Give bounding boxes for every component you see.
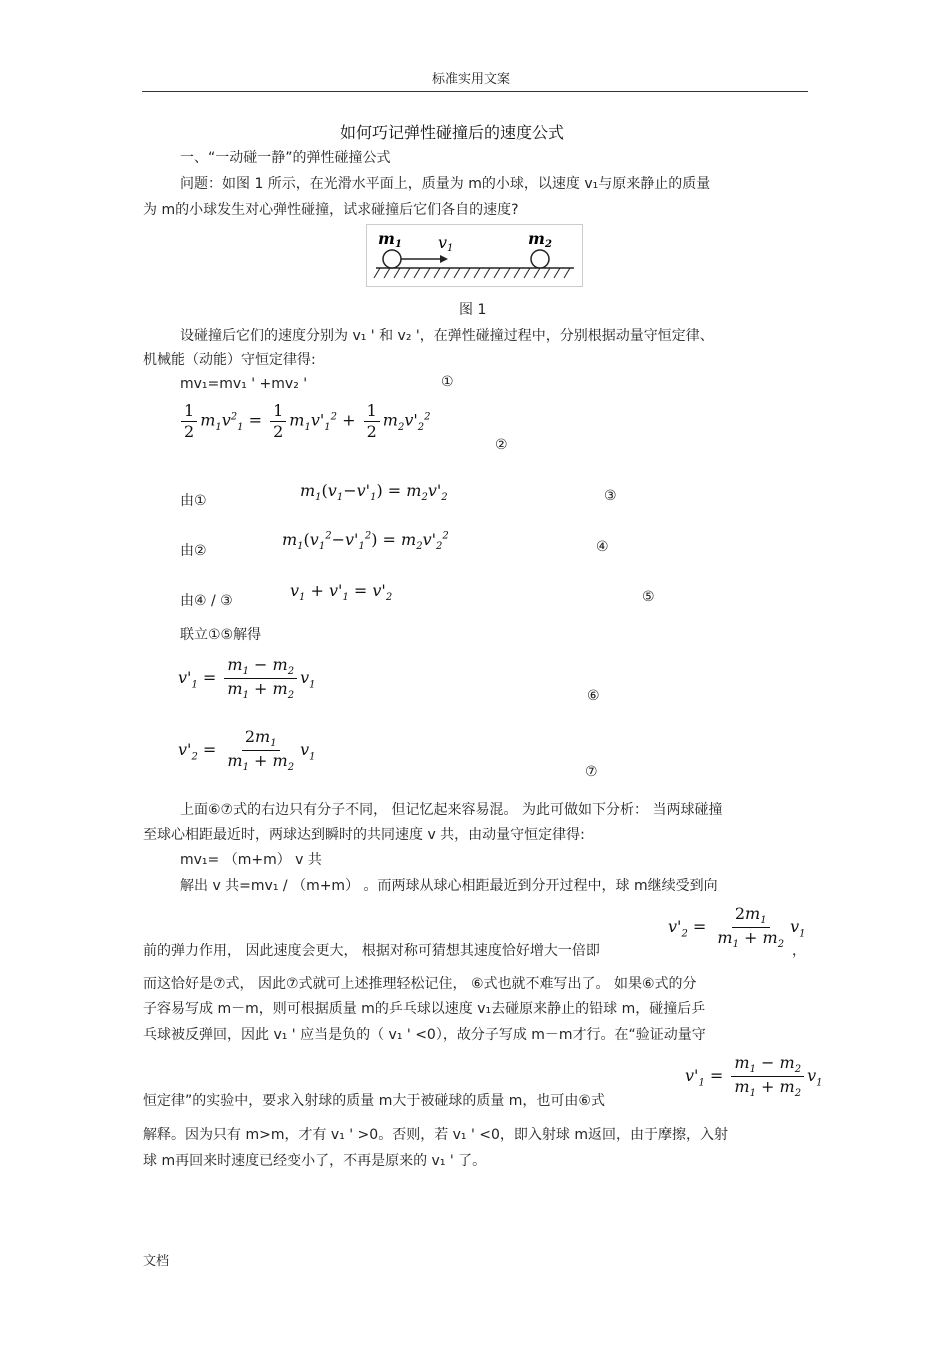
equation-7: $v'_2$ = $\frac{2m_1}{m_1 + m_2}$ $v_1$ <box>178 727 316 774</box>
equation-2: $\frac{1}{2}$ $m_1v^2_1$ = $\frac{1}{2}$ $m_1v'_1^2$ + $\frac{1}{2}$ $m_2v'_2^2$ <box>178 402 431 440</box>
svg-text:m2: m2 <box>528 229 552 250</box>
para-line-5: 前的弹力作用， 因此速度会更大， 根据对称可猜想其速度恰好增大一倍即 <box>143 943 600 959</box>
equation-3-label: 由① <box>180 493 207 509</box>
setup-line-1: 设碰撞后它们的速度分别为 v₁ ' 和 v₂ '，在弹性碰撞过程中，分别根据动量守恒定律、 <box>180 328 714 344</box>
inline-equation-v2: $v'_2$ = $\frac{2m_1}{m_1 + m_2}$ $v_1$ <box>668 904 806 951</box>
para-line-2: 至球心相距最近时，两球达到瞬时的共同速度 v 共，由动量守恒定律得: <box>143 827 585 843</box>
equation-5-label: 由④ / ③ <box>180 593 233 609</box>
para-line-1: 上面⑥⑦式的右边只有分子不同， 但记忆起来容易混。 为此可做如下分析： 当两球碰撞 <box>180 802 723 818</box>
page-header: 标准实用文案 <box>432 72 511 87</box>
header-divider <box>142 91 808 92</box>
para-line-8: 乓球被反弹回，因此 v₁ ' 应当是负的（ v₁ ' <0），故分子写成 m－m才行。在“验证动量守 <box>143 1027 706 1043</box>
inline-equation-v1: $v'_1$ = $\frac{m_1 - m_2}{m_1 + m_2}$ $v_1$ <box>685 1053 823 1100</box>
equation-6-number: ⑥ <box>587 688 600 704</box>
para-line-3: mv₁= （m+m） v 共 <box>180 852 322 868</box>
equation-4-label: 由② <box>180 543 207 559</box>
svg-text:m1: m1 <box>378 229 402 250</box>
equation-2-number: ② <box>495 437 508 453</box>
para-line-4: 解出 v 共=mv₁ / （m+m） 。而两球从球心相距最近到分开过程中，球 m继续受到向 <box>180 878 718 894</box>
page-footer: 文档 <box>143 1254 170 1269</box>
equation-6: $v'_1$ = $\frac{m_1 - m_2}{m_1 + m_2}$ $v_1$ <box>178 655 316 702</box>
para-line-6: 而这恰好是⑦式， 因此⑦式就可上述推理轻松记住， ⑥式也就不难写出了。 如果⑥式的分 <box>143 976 697 992</box>
para-line-5-end: ， <box>792 943 806 959</box>
solve-line: 联立①⑤解得 <box>180 627 262 643</box>
setup-line-2: 机械能（动能）守恒定律得: <box>143 352 316 368</box>
equation-3-number: ③ <box>604 488 617 504</box>
document-title: 如何巧记弹性碰撞后的速度公式 <box>340 123 565 142</box>
svg-text:v1: v1 <box>438 233 454 254</box>
collision-figure <box>366 224 583 287</box>
para-line-9: 恒定律”的实验中，要求入射球的质量 m大于被碰球的质量 m，也可由⑥式 <box>143 1093 605 1109</box>
para-line-11: 球 m再回来时速度已经变小了，不再是原来的 v₁ ' 了。 <box>143 1153 487 1169</box>
equation-1: mv₁=mv₁ ' +mv₂ ' <box>180 376 308 392</box>
para-line-10: 解释。因为只有 m>m，才有 v₁ ' >0。否则，若 v₁ ' <0，即入射球 m返回，由于摩擦，入射 <box>143 1127 729 1143</box>
equation-3: $m_1(v_1-v'_1) = m_2v'_2$ <box>300 481 448 504</box>
equation-4-number: ④ <box>596 539 609 555</box>
figure-caption: 图 1 <box>459 302 487 318</box>
equation-7-number: ⑦ <box>585 764 598 780</box>
equation-1-number: ① <box>441 374 454 390</box>
ball-m1 <box>383 250 401 268</box>
problem-line-1: 问题：如图 1 所示，在光滑水平面上，质量为 m的小球，以速度 v₁与原来静止的质量 <box>180 176 711 192</box>
section-heading: 一、“一动碰一静”的弹性碰撞公式 <box>180 150 391 166</box>
equation-5: $v_1 + v'_1 = v'_2$ <box>290 581 393 604</box>
ball-m2 <box>531 250 549 268</box>
problem-line-2: 为 m的小球发生对心弹性碰撞，试求碰撞后它们各自的速度? <box>143 202 519 218</box>
para-line-7: 子容易写成 m－m，则可根据质量 m的乒乓球以速度 v₁去碰原来静止的铅球 m，碰撞后乒 <box>143 1001 706 1017</box>
equation-4: $m_1(v_1^2-v'_1^2) = m_2v'_2^2$ <box>282 530 449 553</box>
equation-5-number: ⑤ <box>642 589 655 605</box>
